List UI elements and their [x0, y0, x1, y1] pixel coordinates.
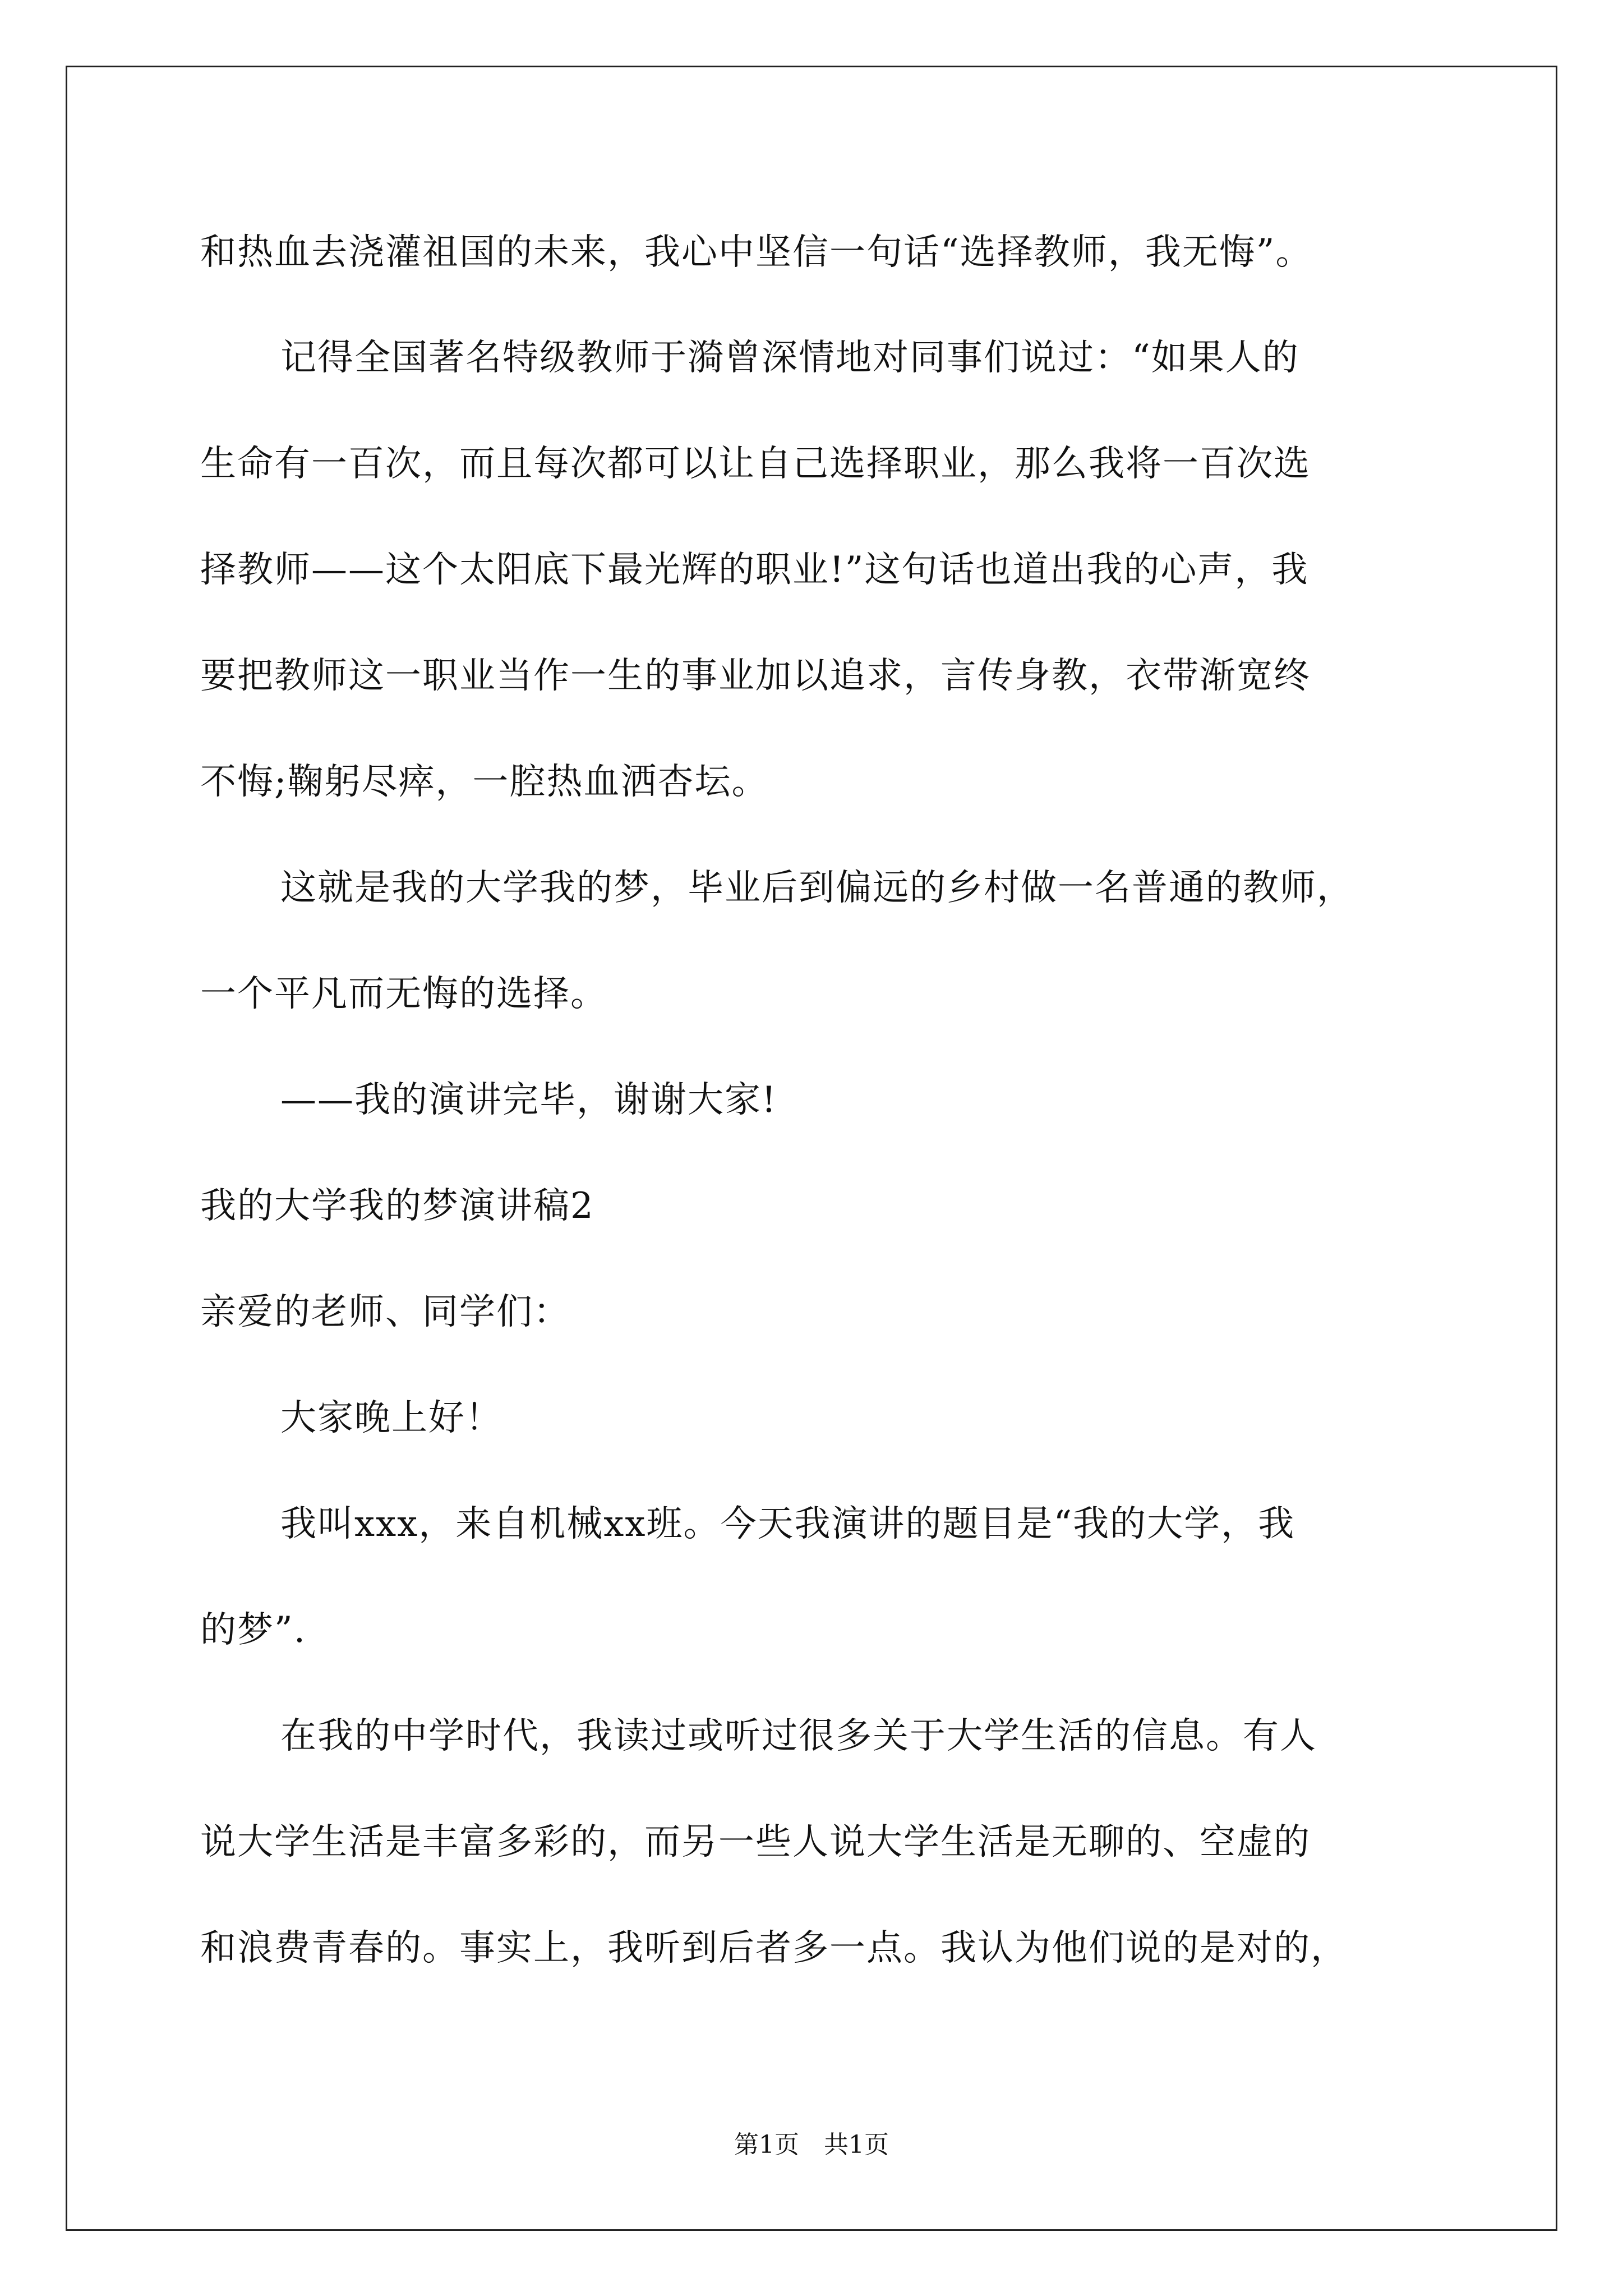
paragraph-line: 记得全国著名特级教师于漪曾深情地对同事们说过：“如果人的 [280, 337, 1299, 379]
paragraph-line: 说大学生活是丰富多彩的，而另一些人说大学生活是无聊的、空虚的 [200, 1821, 1311, 1863]
closing-line: ——我的演讲完毕，谢谢大家! [280, 1079, 777, 1121]
paragraph-line: 的梦”. [200, 1609, 307, 1651]
paragraph-line: 和热血去浇灌祖国的未来，我心中坚信一句话“选择教师，我无悔”。 [200, 232, 1313, 273]
page-number-footer: 第1页 共1页 [734, 2131, 889, 2159]
paragraph-line: 和浪费青春的。事实上，我听到后者多一点。我认为他们说的是对的， [200, 1927, 1348, 1969]
paragraph-line: 这就是我的大学我的梦，毕业后到偏远的乡村做一名普通的教师， [280, 867, 1354, 909]
page-border [66, 66, 1557, 2231]
paragraph-line: 择教师——这个太阳底下最光辉的职业!”这句话也道出我的心声，我 [200, 549, 1309, 591]
greeting: 大家晚上好！ [280, 1397, 502, 1439]
paragraph-line: 生命有一百次，而且每次都可以让自己选择职业，那么我将一百次选 [200, 443, 1311, 485]
salutation: 亲爱的老师、同学们： [200, 1291, 570, 1333]
section-title: 我的大学我的梦演讲稿2 [200, 1185, 594, 1227]
paragraph-line: 我叫xxx，来自机械xx班。今天我演讲的题目是“我的大学，我 [280, 1503, 1295, 1545]
paragraph-line: 要把教师这一职业当作一生的事业加以追求，言传身教，衣带渐宽终 [200, 655, 1311, 697]
paragraph-line: 一个平凡而无悔的选择。 [200, 973, 607, 1015]
paragraph-line: 在我的中学时代，我读过或听过很多关于大学生活的信息。有人 [280, 1715, 1317, 1757]
paragraph-line: 不悔;鞠躬尽瘁，一腔热血洒杏坛。 [200, 761, 769, 803]
